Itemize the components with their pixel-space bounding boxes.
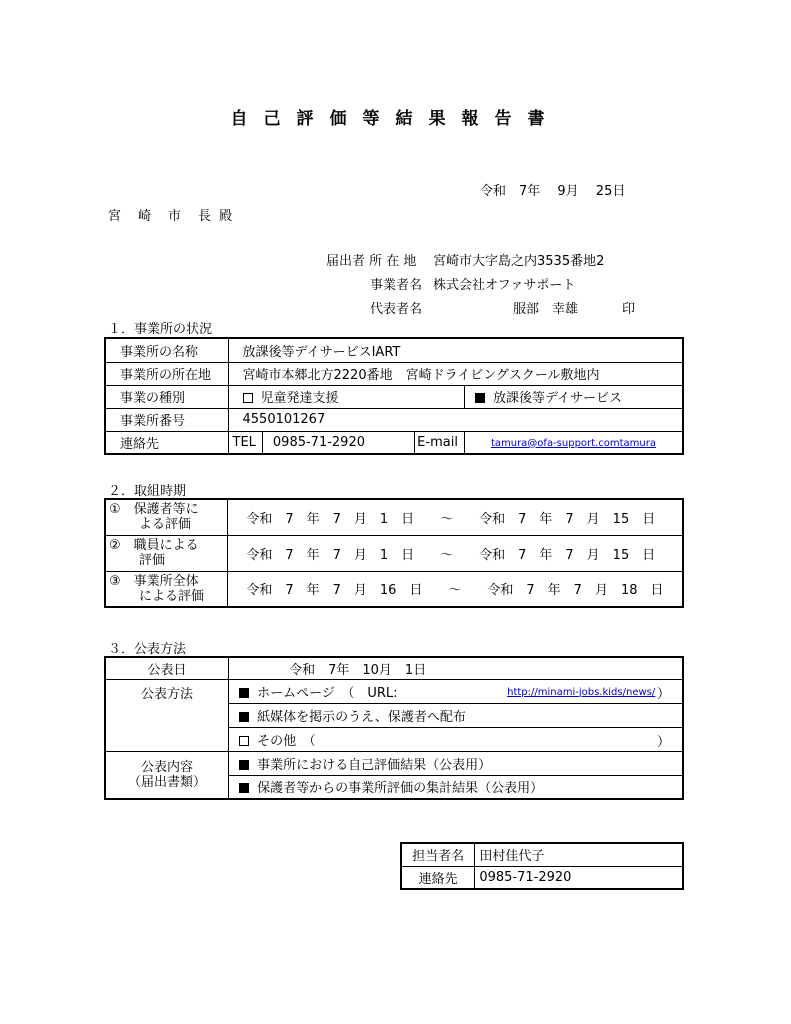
method3-text: その他 （ — [257, 733, 316, 749]
type-option2-label: 放課後等デイサービス — [492, 391, 623, 406]
contact-label: 連絡先 — [105, 431, 228, 454]
method1-close-paren: ） — [656, 686, 670, 702]
contact-person-name: 田村佳代子 — [475, 843, 683, 866]
business-type-label: 事業の種別 — [105, 385, 228, 408]
method-row-1 — [105, 679, 683, 703]
page-title: 自己評価等結果報告書 — [230, 109, 561, 129]
period-row-3-label — [105, 571, 228, 607]
facility-number-row — [105, 408, 683, 431]
method-other — [229, 727, 683, 751]
facility-status-table — [104, 337, 684, 455]
type-option-after-school — [464, 385, 683, 408]
contact-person-table — [400, 842, 684, 890]
content2-text: 保護者等からの事業所評価の集計結果（公表用） — [257, 781, 544, 797]
period-row-2 — [105, 535, 683, 571]
business-type-row — [105, 385, 683, 408]
content-row-1 — [105, 751, 683, 775]
publication-date-row — [105, 657, 683, 679]
facility-location-label: 事業所の所在地 — [105, 362, 228, 385]
content1-text: 事業所における自己評価結果（公表用） — [257, 757, 492, 773]
facility-number-label: 事業所番号 — [105, 408, 228, 431]
method-label: 公表方法 — [105, 679, 229, 751]
evaluation-period-table — [104, 498, 684, 608]
contact-tel-label: 連絡先 — [401, 866, 475, 889]
checkbox-empty-icon — [239, 736, 249, 746]
content-guardian-evaluation — [229, 775, 683, 799]
section1-heading: １．事業所の状況 — [108, 322, 213, 337]
contact-tel-row — [401, 866, 683, 889]
notifier-address: 宮崎市大字島之内3535番地2 — [433, 254, 605, 269]
publication-date-label: 公表日 — [105, 657, 229, 679]
section3-heading: ３．公表方法 — [108, 642, 187, 657]
notifier-address-label: 届出者 所 在 地 — [326, 254, 417, 269]
contact-person-label: 担当者名 — [401, 843, 475, 866]
period-row-3-value: 令和 7 年 7 月 16 日 ～ 令和 7 年 7 月 18 日 — [228, 571, 683, 607]
publication-method-table — [104, 656, 684, 800]
period-row-3-label1: 事業所全体 — [133, 573, 199, 589]
contact-person-row — [401, 843, 683, 866]
method-homepage — [229, 679, 683, 703]
section2-heading: ２．取組時期 — [108, 484, 187, 499]
tel-label: TEL — [228, 431, 262, 454]
content-label — [105, 751, 229, 799]
facility-location-row — [105, 362, 683, 385]
facility-name-label: 事業所の名称 — [105, 338, 228, 362]
facility-name: 放課後等デイサービスIART — [228, 338, 683, 362]
checkbox-filled-icon — [475, 393, 485, 403]
contact-row — [105, 431, 683, 454]
method2-text: 紙媒体を掲示のうえ、保護者へ配布 — [257, 709, 466, 725]
content-label-line2: （届出書類） — [128, 774, 207, 790]
checkbox-filled-icon — [239, 783, 249, 793]
type-option1-label: 児童発達支援 — [260, 391, 339, 406]
tel-number: 0985-71-2920 — [262, 431, 414, 454]
period-row-1-label — [105, 499, 228, 535]
homepage-url-link[interactable]: http://minami-jobs.kids/news/ — [507, 686, 656, 698]
period-row-2-label — [105, 535, 228, 571]
content-label-line1: 公表内容 — [141, 759, 194, 775]
email-label: E-mail — [415, 431, 465, 454]
addressee: 宮 崎 市 長 殿 — [108, 209, 235, 224]
notifier-rep-name: 服部 幸雄 — [513, 302, 579, 317]
period-row-1-num: ① — [109, 502, 121, 518]
period-row-3-num: ③ — [109, 573, 121, 589]
method1-text: ホームページ （ URL: — [257, 685, 398, 701]
checkbox-filled-icon — [239, 760, 249, 770]
report-date: 令和 7年 9月 25日 — [480, 184, 626, 199]
checkbox-empty-icon — [243, 393, 253, 403]
content-self-evaluation — [229, 751, 683, 775]
facility-location: 宮崎市本郷北方2220番地 宮崎ドライビングスクール敷地内 — [228, 362, 683, 385]
publication-date: 令和 7年 10月 1日 — [229, 657, 683, 679]
seal-mark: 印 — [622, 302, 636, 317]
period-row-2-value: 令和 7 年 7 月 1 日 ～ 令和 7 年 7 月 15 日 — [228, 535, 683, 571]
period-row-2-label2: 評価 — [139, 553, 166, 568]
period-row-2-label1: 職員による — [133, 538, 199, 553]
notifier-company: 株式会社オファサポート — [433, 278, 576, 293]
period-row-1-value: 令和 7 年 7 月 1 日 ～ 令和 7 年 7 月 15 日 — [228, 499, 683, 535]
method3-close-paren: ） — [656, 734, 670, 750]
period-row-3-label2: による評価 — [139, 588, 205, 604]
notifier-rep-label: 代表者名 — [370, 302, 423, 317]
period-row-1 — [105, 499, 683, 535]
email-cell — [464, 431, 683, 454]
checkbox-filled-icon — [239, 688, 249, 698]
notifier-company-label: 事業者名 — [370, 278, 423, 293]
period-row-1-label1: 保護者等に — [133, 502, 199, 518]
checkbox-filled-icon — [239, 712, 249, 722]
period-row-2-num: ② — [109, 538, 121, 553]
method-paper — [229, 703, 683, 727]
contact-tel: 0985-71-2920 — [475, 866, 683, 889]
facility-name-row — [105, 338, 683, 362]
period-row-3 — [105, 571, 683, 607]
period-row-1-label2: よる評価 — [139, 517, 192, 533]
type-option-child-development — [228, 385, 464, 408]
facility-number: 4550101267 — [228, 408, 683, 431]
email-link[interactable]: tamura@ofa-support.comtamura — [490, 437, 656, 449]
